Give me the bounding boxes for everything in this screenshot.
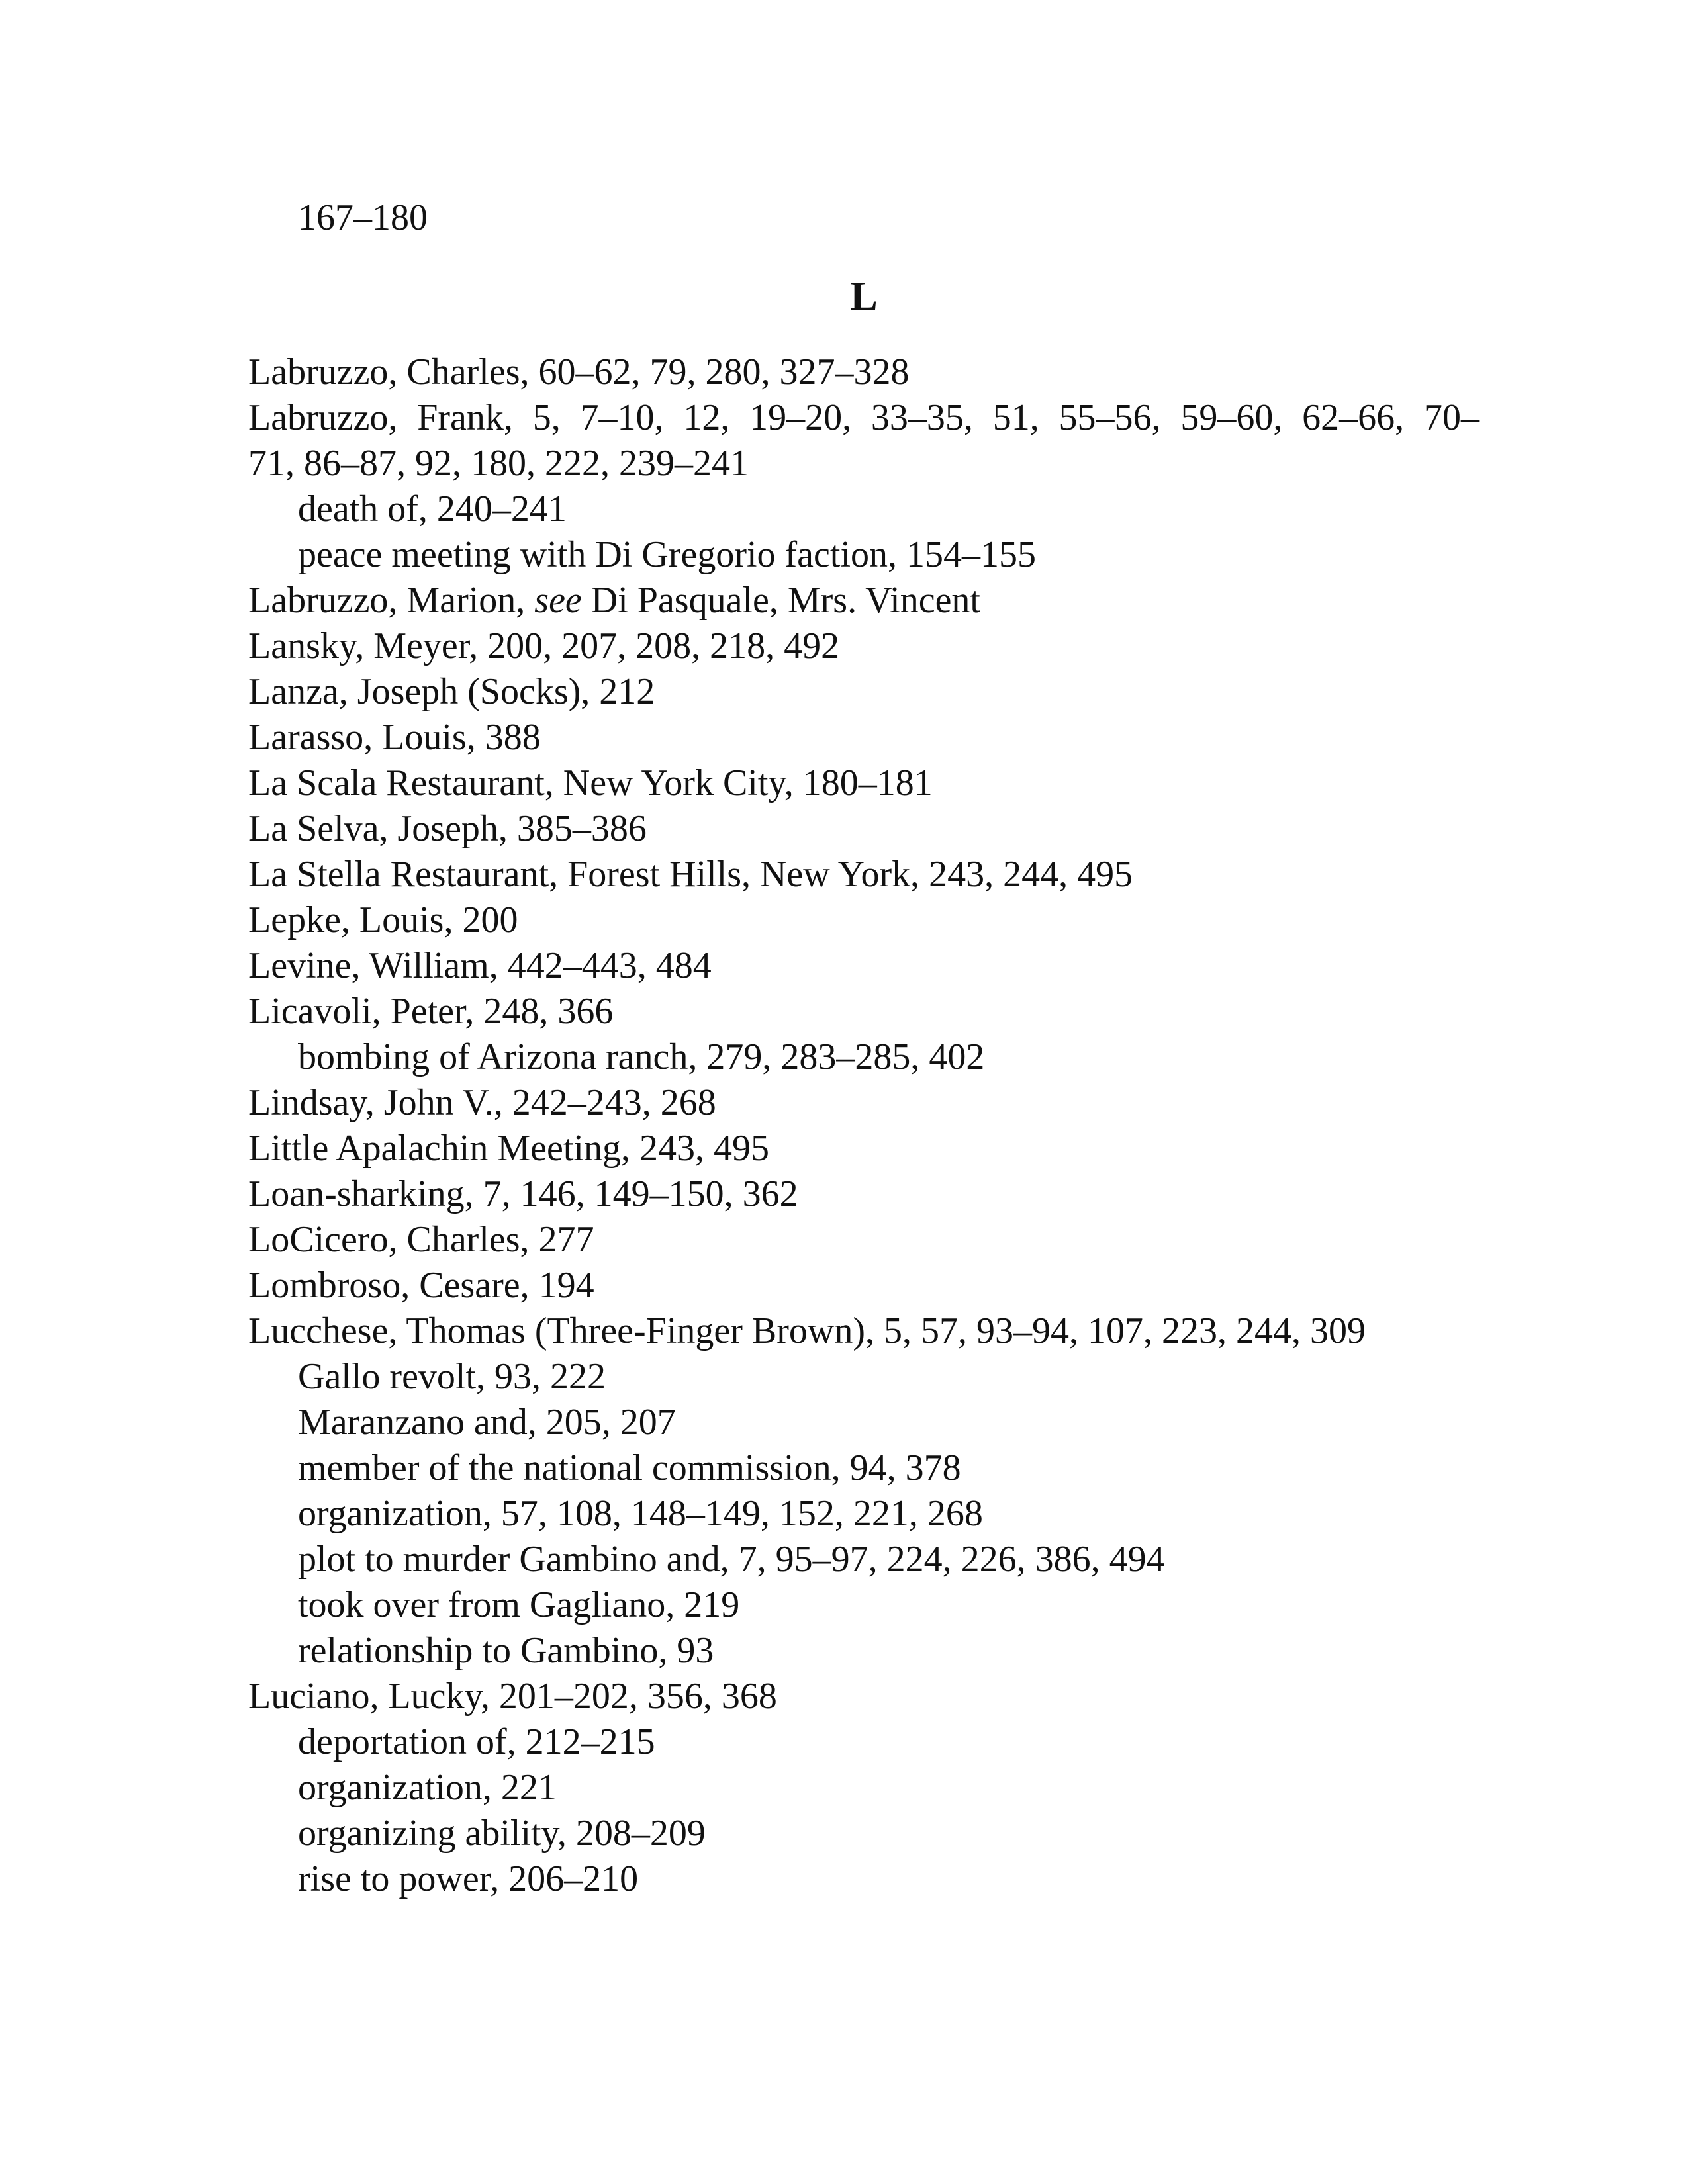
index-subentry: member of the national commission, 94, 378 [298, 1447, 961, 1488]
index-entry: Lanza, Joseph (Socks), 212 [248, 671, 655, 712]
continued-subentry: 167–180 [298, 197, 428, 238]
index-entry: Levine, William, 442–443, 484 [248, 945, 712, 986]
entry-heading: Labruzzo, Marion, [248, 580, 535, 621]
index-entry: Luciano, Lucky, 201–202, 356, 368 [248, 1676, 777, 1717]
index-entry: Lindsay, John V., 242–243, 268 [248, 1082, 716, 1123]
index-subentry: Maranzano and, 205, 207 [298, 1402, 676, 1443]
index-entry: LoCicero, Charles, 277 [248, 1219, 594, 1260]
index-entry-cross-reference [248, 578, 1479, 623]
index-entry: Larasso, Louis, 388 [248, 717, 541, 758]
index-subentry: rise to power, 206–210 [298, 1858, 639, 1899]
index-entry: Labruzzo, Frank, 5, 7–10, 12, 19–20, 33–35, 51, 55–56, 59–60, 62–66, 70– [248, 397, 1479, 438]
section-letter-heading: L [850, 274, 878, 319]
index-subentry: death of, 240–241 [298, 488, 567, 529]
index-subentry: organizing ability, 208–209 [298, 1813, 706, 1854]
index-entry: 71, 86–87, 92, 180, 222, 239–241 [248, 443, 749, 484]
index-subentry: relationship to Gambino, 93 [298, 1630, 714, 1671]
see-reference-word: see [534, 580, 582, 621]
index-entry: Labruzzo, Charles, 60–62, 79, 280, 327–328 [248, 351, 910, 392]
index-subentry: organization, 57, 108, 148–149, 152, 221, 268 [298, 1493, 983, 1534]
index-entry: Loan-sharking, 7, 146, 149–150, 362 [248, 1173, 798, 1214]
index-entry: La Scala Restaurant, New York City, 180–181 [248, 762, 933, 803]
index-entries [248, 349, 1479, 1902]
index-subentry: Gallo revolt, 93, 222 [298, 1356, 606, 1397]
index-subentry: deportation of, 212–215 [298, 1721, 655, 1762]
index-entry: Lepke, Louis, 200 [248, 899, 518, 940]
index-entry: Little Apalachin Meeting, 243, 495 [248, 1128, 769, 1169]
index-entry: La Stella Restaurant, Forest Hills, New York, 243, 244, 495 [248, 854, 1133, 895]
index-entry: Licavoli, Peter, 248, 366 [248, 991, 614, 1032]
index-subentry: plot to murder Gambino and, 7, 95–97, 224, 226, 386, 494 [298, 1539, 1165, 1580]
cross-reference-target: Di Pasquale, Mrs. Vincent [581, 580, 980, 621]
index-entry: Lombroso, Cesare, 194 [248, 1265, 594, 1306]
index-entry: Lansky, Meyer, 200, 207, 208, 218, 492 [248, 625, 840, 666]
index-subentry: organization, 221 [298, 1767, 557, 1808]
index-content [248, 195, 1479, 1902]
index-entry: La Selva, Joseph, 385–386 [248, 808, 647, 849]
index-entry: Lucchese, Thomas (Three-Finger Brown), 5, 57, 93–94, 107, 223, 244, 309 [248, 1310, 1366, 1351]
index-subentry: took over from Gagliano, 219 [298, 1584, 740, 1625]
index-subentry: peace meeting with Di Gregorio faction, 154–155 [298, 534, 1036, 575]
index-subentry: bombing of Arizona ranch, 279, 283–285, 402 [298, 1036, 985, 1077]
